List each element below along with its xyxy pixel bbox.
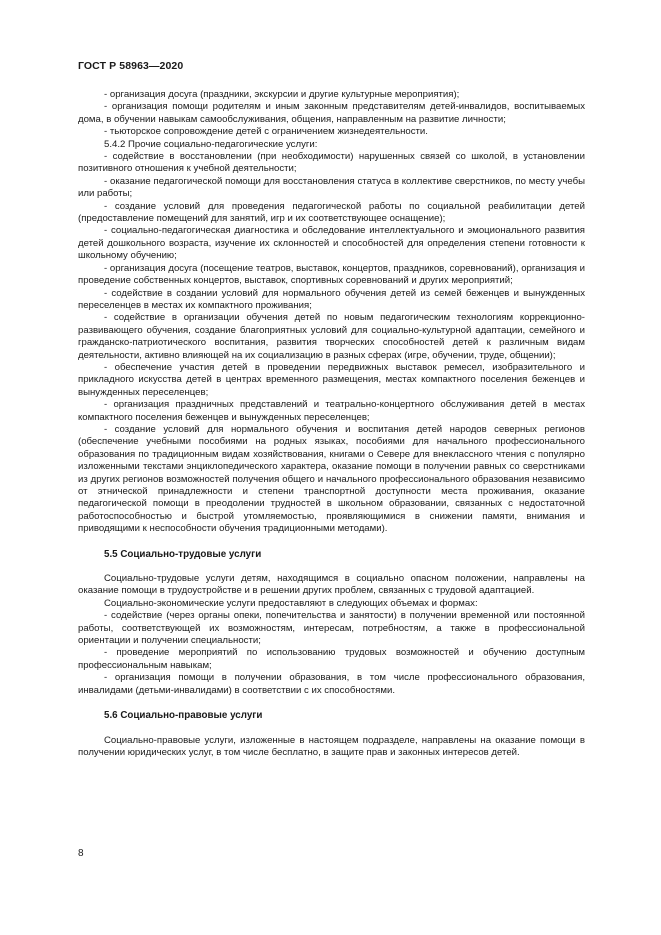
paragraph: - организация помощи родителям и иным законным представителям детей-инвалидов, воспитываемых дома, в обучении навыкам самообслуживания, общения, направленным на развитие личности; [78,101,585,125]
paragraph: - проведение мероприятий по использованию трудовых возможностей и обучению доступным профессиональным навыкам; [78,647,585,671]
paragraph: - социально-педагогическая диагностика и обследование интеллектуального и эмоционального развития детей дошкольного возраста, изучение их склонностей и способностей для определения степени готовности к школьному обучению; [78,225,585,262]
paragraph: - организация досуга (посещение театров, выставок, концертов, праздников, соревнований), организация и проведение собственных концертов, выставок, спортивных соревнований и других мероприятий; [78,262,585,287]
paragraph: - содействие (через органы опеки, попечительства и занятости) в получении временной или постоянной работы, соответствующей их возможностям, интересам, потребностям, а также в профессиональной ориентации и получении специальности; [78,610,585,647]
document-body [78,89,585,759]
paragraph: Социально-правовые услуги, изложенные в настоящем подразделе, направлены на оказание помощи в получении юридических услуг, в том числе бесплатно, в защите прав и законных интересов детей. [78,734,585,758]
paragraph: - тьюторское сопровождение детей с ограничением жизнедеятельности. [104,126,428,138]
paragraph: Социально-трудовые услуги детям, находящимся в социально опасном положении, направлены на оказание помощи в трудоустройстве и в решении других проблем, связанных с трудовой адаптацией. [78,573,585,597]
paragraph: 5.4.2 Прочие социально-педагогические услуги: [104,138,318,150]
paragraph: - организация помощи в получении образования, в том числе профессионального образования, инвалидами (детьми-инвалидами) в соответствии с их способностями. [78,672,585,696]
section-heading-5-5: 5.5 Социально-трудовые услуги [104,548,262,560]
paragraph: - организация досуга (праздники, экскурсии и другие культурные мероприятия); [104,89,460,100]
paragraph: - организация праздничных представлений и театрально-концертного обслуживания детей в местах компактного поселения беженцев и вынужденных переселенцев; [78,399,585,423]
paragraph: - создание условий для проведения педагогической работы по социальной реабилитации детей (предоставление помещений для занятий, игр и их соответствующее оснащение); [78,200,585,225]
page-number: 8 [78,848,84,859]
paragraph: Социально-экономические услуги предоставляют в следующих объемах и формах: [104,597,478,609]
paragraph: - оказание педагогической помощи для восстановления статуса в коллективе сверстников, по месту учебы или работы; [78,175,585,200]
paragraph: - создание условий для нормального обучения и воспитания детей народов северных регионов (обеспечение учебными пособиями на родных языках, пособиями для начального профессионального образования по традиционным видам хозяйствования, книгами о Севере для внеклассного чтения с популярно изложенными текстами энциклопедического характера, оказание помощи в получении равных со сверстниками из других регионов возможностей получения общего и начального профессионального образования независимо от этнической принадлежности и степени транспортной доступности места проживания, оказание педагогической помощи в преодолении трудностей в школьном образовании, связанных с недостаточной работоспособностью и быстрой утомляемостью, проявляющимися в снижении памяти, внимания и приводящими к неспособности обучения традиционными методами). [78,423,585,535]
section-heading-5-6: 5.6 Социально-правовые услуги [104,710,263,722]
page-header: ГОСТ Р 58963—2020 [78,60,184,72]
paragraph: - содействие в восстановлении (при необходимости) нарушенных связей со школой, в установлении позитивного отношения к учебной деятельности; [78,151,585,175]
paragraph: - содействие в организации обучения детей по новым педагогическим технологиям коррекционно-развивающего обучения, создание благоприятных условий для социально-культурной адаптации, семейного и гражданско-патриотического воспитания, развития творческих способностей детей к различным видам деятельности, активно влияющей на их социализацию в разных сферах (игре, обучении, труде, общении); [78,312,585,361]
paragraph: - содействие в создании условий для нормального обучения детей из семей беженцев и вынужденных переселенцев в местах их компактного проживания; [78,287,585,311]
paragraph: - обеспечение участия детей в проведении передвижных выставок ремесел, изобразительного и прикладного искусства детей в центрах временного размещения, местах компактного поселения беженцев и вынужденных переселенцев; [78,361,585,398]
